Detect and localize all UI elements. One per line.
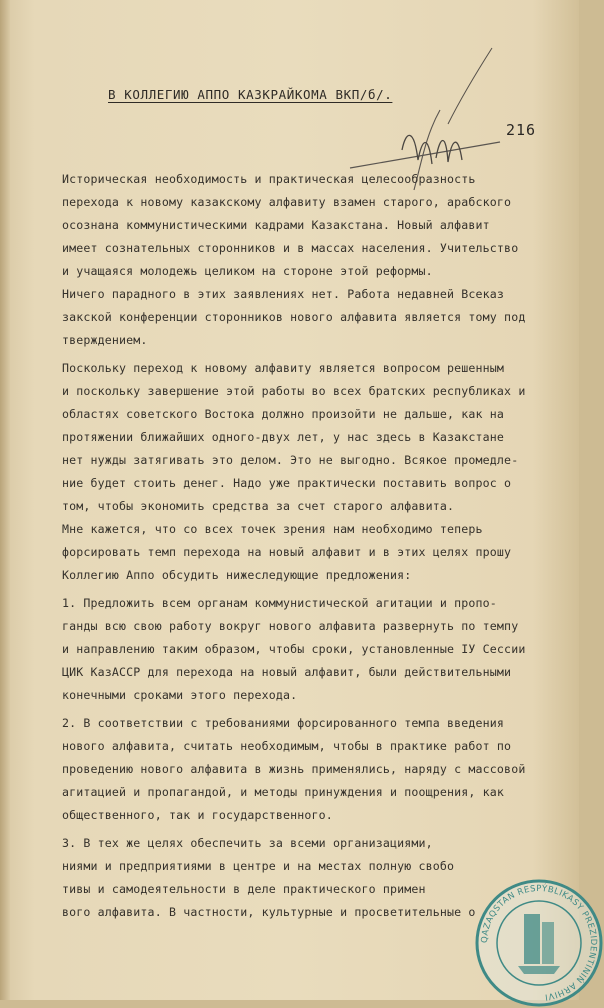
- text-line: ганды всю свою работу вокруг нового алфавита развернуть по темпу: [62, 619, 519, 633]
- text-line: тверждением.: [62, 333, 148, 347]
- text-line: и направлению таким образом, чтобы сроки, установленные IУ Сессии: [62, 642, 526, 656]
- text-line: Поскольку переход к новому алфавиту является вопросом решенным: [62, 361, 505, 375]
- text-line: 2. В соответствии с требованиями форсированного темпа введения: [62, 716, 505, 730]
- text-line: агитацией и пропагандой, и методы принуждения и поощрения, как: [62, 785, 505, 799]
- text-line: проведению нового алфавита в жизнь применялись, наряду с массовой: [62, 762, 526, 776]
- text-line: 1. Предложить всем органам коммунистической агитации и пропо-: [62, 596, 497, 610]
- text-line: закской конференции сторонников нового алфавита является тому под: [62, 310, 526, 324]
- text-line: и поскольку завершение этой работы во всех братских республиках и: [62, 384, 526, 398]
- text-line: имеет сознательных сторонников и в массах населения. Учительство: [62, 241, 519, 255]
- text-line: ниями и предприятиями в центре и на местах полную свобо: [62, 859, 455, 873]
- stamp-text: QAZAQSTAN RESPÝBLIKASY PREZIDENTINIŃ ARHIVI: [479, 883, 599, 1002]
- text-line: ние будет стоить денег. Надо уже практически поставить вопрос о: [62, 476, 512, 490]
- text-line: Историческая необходимость и практическая целесообразность: [62, 172, 476, 186]
- archive-stamp-seal: [474, 878, 604, 1008]
- text-line: Мне кажется, что со всех точек зрения нам необходимо теперь: [62, 522, 483, 536]
- text-line: 3. В тех же целях обеспечить за всеми организациями,: [62, 836, 433, 850]
- text-line: Коллегию Аппо обсудить нижеследующие предложения:: [62, 568, 412, 582]
- text-line: форсировать темп перехода на новый алфавит и в этих целях прошу: [62, 545, 512, 559]
- text-line: том, чтобы экономить средства за счет старого алфавита.: [62, 499, 455, 513]
- text-line: нет нужды затягивать это делом. Это не выгодно. Всякое промедле-: [62, 453, 519, 467]
- text-line: Ничего парадного в этих заявлениях нет. Работа недавней Всеказ: [62, 287, 505, 301]
- text-line: нового алфавита, считать необходимым, чтобы в практике работ по: [62, 739, 512, 753]
- text-line: конечными сроками этого перехода.: [62, 688, 298, 702]
- text-line: перехода к новому казакскому алфавиту взамен старого, арабского: [62, 195, 512, 209]
- text-line: протяжении ближайших одного-двух лет, у нас здесь в Казакстане: [62, 430, 505, 444]
- text-line: и учащаяся молодежь целиком на стороне этой реформы.: [62, 264, 433, 278]
- text-line: вого алфавита. В частности, культурные и просветительные о: [62, 905, 476, 919]
- text-line: ЦИК КазАССР для перехода на новый алфавит, были действительными: [62, 665, 512, 679]
- text-line: осознана коммунистическими кадрами Казакстана. Новый алфавит: [62, 218, 490, 232]
- document-heading: В КОЛЛЕГИЮ АППО КАЗКРАЙКОМА ВКП/б/.: [108, 87, 393, 102]
- text-line: общественного, так и государственного.: [62, 808, 333, 822]
- paper-edge: [0, 0, 10, 1000]
- text-line: тивы и самодеятельности в деле практического примен: [62, 882, 426, 896]
- page-number: 216: [506, 121, 537, 139]
- text-line: областях советского Востока должно произойти не дальше, как на: [62, 407, 505, 421]
- document-body: [62, 168, 576, 924]
